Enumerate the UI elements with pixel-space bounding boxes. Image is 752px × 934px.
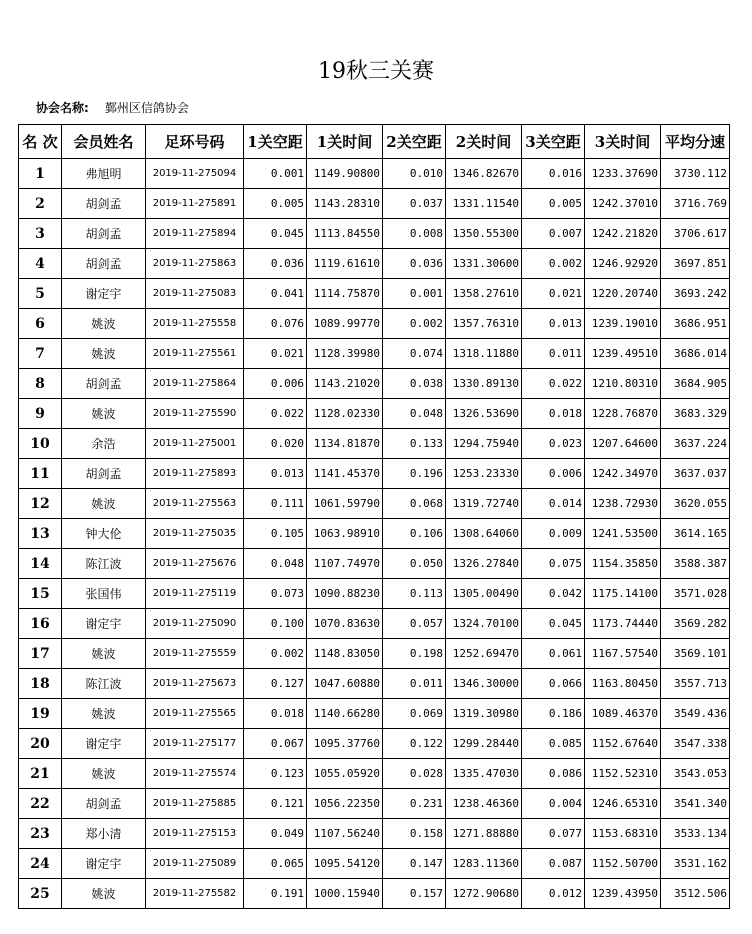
rank-cell: 16 [19, 609, 62, 639]
average-speed-cell: 3512.506 [661, 879, 730, 909]
average-speed-cell: 3569.282 [661, 609, 730, 639]
ring-number-cell: 2019-11-275885 [146, 789, 244, 819]
stage1-time-cell: 1119.61610 [307, 249, 383, 279]
stage3-distance-cell: 0.006 [522, 459, 585, 489]
header-member-name: 会员姓名 [62, 125, 146, 159]
member-name-cell: 姚波 [62, 399, 146, 429]
stage2-distance-cell: 0.002 [383, 309, 446, 339]
stage1-time-cell: 1107.56240 [307, 819, 383, 849]
average-speed-cell: 3693.242 [661, 279, 730, 309]
stage3-time-cell: 1167.57540 [585, 639, 661, 669]
table-row [19, 849, 730, 879]
rank-cell: 21 [19, 759, 62, 789]
stage1-distance-cell: 0.013 [244, 459, 307, 489]
average-speed-cell: 3620.055 [661, 489, 730, 519]
table-row [19, 249, 730, 279]
stage2-time-cell: 1330.89130 [446, 369, 522, 399]
ring-number-cell: 2019-11-275090 [146, 609, 244, 639]
rank-cell: 3 [19, 219, 62, 249]
rank-cell: 7 [19, 339, 62, 369]
rank-cell: 8 [19, 369, 62, 399]
average-speed-cell: 3531.162 [661, 849, 730, 879]
stage1-time-cell: 1128.02330 [307, 399, 383, 429]
stage3-distance-cell: 0.021 [522, 279, 585, 309]
member-name-cell: 胡剑孟 [62, 249, 146, 279]
stage3-time-cell: 1207.64600 [585, 429, 661, 459]
stage2-distance-cell: 0.036 [383, 249, 446, 279]
stage1-distance-cell: 0.121 [244, 789, 307, 819]
rank-cell: 13 [19, 519, 62, 549]
table-header-row [19, 125, 730, 159]
rank-cell: 10 [19, 429, 62, 459]
stage3-time-cell: 1154.35850 [585, 549, 661, 579]
stage2-time-cell: 1335.47030 [446, 759, 522, 789]
association-info [36, 99, 189, 117]
stage3-time-cell: 1238.72930 [585, 489, 661, 519]
member-name-cell: 胡剑孟 [62, 369, 146, 399]
stage3-distance-cell: 0.016 [522, 159, 585, 189]
stage3-distance-cell: 0.086 [522, 759, 585, 789]
table-row [19, 219, 730, 249]
member-name-cell: 谢定宇 [62, 729, 146, 759]
rank-cell: 9 [19, 399, 62, 429]
stage2-time-cell: 1283.11360 [446, 849, 522, 879]
stage1-distance-cell: 0.076 [244, 309, 307, 339]
header-rank: 名 次 [19, 125, 62, 159]
member-name-cell: 姚波 [62, 639, 146, 669]
stage2-distance-cell: 0.008 [383, 219, 446, 249]
average-speed-cell: 3697.851 [661, 249, 730, 279]
rank-cell: 6 [19, 309, 62, 339]
table-row [19, 369, 730, 399]
rank-cell: 22 [19, 789, 62, 819]
stage1-time-cell: 1089.99770 [307, 309, 383, 339]
rank-cell: 15 [19, 579, 62, 609]
ring-number-cell: 2019-11-275893 [146, 459, 244, 489]
stage2-distance-cell: 0.069 [383, 699, 446, 729]
stage3-time-cell: 1173.74440 [585, 609, 661, 639]
stage1-time-cell: 1047.60880 [307, 669, 383, 699]
stage3-distance-cell: 0.005 [522, 189, 585, 219]
average-speed-cell: 3541.340 [661, 789, 730, 819]
stage3-time-cell: 1239.19010 [585, 309, 661, 339]
table-row [19, 879, 730, 909]
stage1-distance-cell: 0.021 [244, 339, 307, 369]
header-ring-number: 足环号码 [146, 125, 244, 159]
rank-cell: 17 [19, 639, 62, 669]
rank-cell: 12 [19, 489, 62, 519]
stage2-distance-cell: 0.038 [383, 369, 446, 399]
ring-number-cell: 2019-11-275563 [146, 489, 244, 519]
stage2-time-cell: 1272.90680 [446, 879, 522, 909]
table-row [19, 549, 730, 579]
stage3-distance-cell: 0.014 [522, 489, 585, 519]
ring-number-cell: 2019-11-275863 [146, 249, 244, 279]
stage1-distance-cell: 0.073 [244, 579, 307, 609]
stage2-time-cell: 1305.00490 [446, 579, 522, 609]
table-row [19, 159, 730, 189]
rank-cell: 19 [19, 699, 62, 729]
ring-number-cell: 2019-11-275574 [146, 759, 244, 789]
stage3-distance-cell: 0.013 [522, 309, 585, 339]
stage3-distance-cell: 0.066 [522, 669, 585, 699]
stage3-time-cell: 1163.80450 [585, 669, 661, 699]
stage2-distance-cell: 0.198 [383, 639, 446, 669]
stage1-time-cell: 1128.39980 [307, 339, 383, 369]
table-row [19, 279, 730, 309]
table-row [19, 669, 730, 699]
stage1-distance-cell: 0.020 [244, 429, 307, 459]
average-speed-cell: 3557.713 [661, 669, 730, 699]
stage2-time-cell: 1346.30000 [446, 669, 522, 699]
stage3-time-cell: 1153.68310 [585, 819, 661, 849]
rank-cell: 5 [19, 279, 62, 309]
ring-number-cell: 2019-11-275590 [146, 399, 244, 429]
stage2-time-cell: 1308.64060 [446, 519, 522, 549]
ring-number-cell: 2019-11-275035 [146, 519, 244, 549]
average-speed-cell: 3569.101 [661, 639, 730, 669]
stage3-time-cell: 1089.46370 [585, 699, 661, 729]
results-table [18, 124, 730, 909]
stage2-time-cell: 1319.72740 [446, 489, 522, 519]
ring-number-cell: 2019-11-275119 [146, 579, 244, 609]
stage2-time-cell: 1326.53690 [446, 399, 522, 429]
member-name-cell: 陈江波 [62, 669, 146, 699]
stage2-distance-cell: 0.122 [383, 729, 446, 759]
stage2-time-cell: 1271.88880 [446, 819, 522, 849]
stage2-time-cell: 1238.46360 [446, 789, 522, 819]
table-row [19, 519, 730, 549]
stage1-time-cell: 1070.83630 [307, 609, 383, 639]
stage2-time-cell: 1358.27610 [446, 279, 522, 309]
stage1-distance-cell: 0.022 [244, 399, 307, 429]
header-stage2-time: 2关时间 [446, 125, 522, 159]
stage2-distance-cell: 0.231 [383, 789, 446, 819]
stage2-distance-cell: 0.028 [383, 759, 446, 789]
stage1-time-cell: 1140.66280 [307, 699, 383, 729]
header-average-speed: 平均分速 [661, 125, 730, 159]
stage1-time-cell: 1143.28310 [307, 189, 383, 219]
ring-number-cell: 2019-11-275094 [146, 159, 244, 189]
stage3-time-cell: 1242.34970 [585, 459, 661, 489]
ring-number-cell: 2019-11-275001 [146, 429, 244, 459]
average-speed-cell: 3684.905 [661, 369, 730, 399]
stage3-distance-cell: 0.087 [522, 849, 585, 879]
table-row [19, 819, 730, 849]
stage2-time-cell: 1350.55300 [446, 219, 522, 249]
stage1-time-cell: 1095.54120 [307, 849, 383, 879]
stage1-time-cell: 1134.81870 [307, 429, 383, 459]
stage1-distance-cell: 0.065 [244, 849, 307, 879]
stage3-time-cell: 1246.65310 [585, 789, 661, 819]
stage2-distance-cell: 0.158 [383, 819, 446, 849]
stage2-time-cell: 1252.69470 [446, 639, 522, 669]
rank-cell: 23 [19, 819, 62, 849]
ring-number-cell: 2019-11-275565 [146, 699, 244, 729]
member-name-cell: 郑小清 [62, 819, 146, 849]
ring-number-cell: 2019-11-275153 [146, 819, 244, 849]
stage3-time-cell: 1175.14100 [585, 579, 661, 609]
table-row [19, 759, 730, 789]
stage3-time-cell: 1242.21820 [585, 219, 661, 249]
stage1-time-cell: 1114.75870 [307, 279, 383, 309]
member-name-cell: 弗旭明 [62, 159, 146, 189]
header-stage3-time: 3关时间 [585, 125, 661, 159]
stage2-distance-cell: 0.074 [383, 339, 446, 369]
average-speed-cell: 3730.112 [661, 159, 730, 189]
average-speed-cell: 3686.951 [661, 309, 730, 339]
stage2-distance-cell: 0.133 [383, 429, 446, 459]
rank-cell: 24 [19, 849, 62, 879]
member-name-cell: 谢定宇 [62, 279, 146, 309]
stage3-distance-cell: 0.009 [522, 519, 585, 549]
stage2-distance-cell: 0.048 [383, 399, 446, 429]
stage1-distance-cell: 0.036 [244, 249, 307, 279]
stage1-distance-cell: 0.127 [244, 669, 307, 699]
average-speed-cell: 3549.436 [661, 699, 730, 729]
stage1-distance-cell: 0.018 [244, 699, 307, 729]
stage3-time-cell: 1220.20740 [585, 279, 661, 309]
ring-number-cell: 2019-11-275558 [146, 309, 244, 339]
table-row [19, 789, 730, 819]
stage3-time-cell: 1241.53500 [585, 519, 661, 549]
stage3-distance-cell: 0.022 [522, 369, 585, 399]
member-name-cell: 姚波 [62, 879, 146, 909]
stage1-distance-cell: 0.105 [244, 519, 307, 549]
stage3-distance-cell: 0.061 [522, 639, 585, 669]
stage2-distance-cell: 0.196 [383, 459, 446, 489]
stage3-time-cell: 1152.50700 [585, 849, 661, 879]
table-row [19, 309, 730, 339]
table-row [19, 699, 730, 729]
stage2-time-cell: 1331.11540 [446, 189, 522, 219]
member-name-cell: 姚波 [62, 699, 146, 729]
member-name-cell: 胡剑孟 [62, 789, 146, 819]
stage1-distance-cell: 0.002 [244, 639, 307, 669]
stage1-distance-cell: 0.067 [244, 729, 307, 759]
stage1-time-cell: 1143.21020 [307, 369, 383, 399]
table-row [19, 639, 730, 669]
average-speed-cell: 3637.037 [661, 459, 730, 489]
stage1-time-cell: 1107.74970 [307, 549, 383, 579]
member-name-cell: 张国伟 [62, 579, 146, 609]
stage2-distance-cell: 0.057 [383, 609, 446, 639]
stage3-distance-cell: 0.011 [522, 339, 585, 369]
ring-number-cell: 2019-11-275561 [146, 339, 244, 369]
stage3-time-cell: 1239.43950 [585, 879, 661, 909]
stage1-time-cell: 1061.59790 [307, 489, 383, 519]
stage3-time-cell: 1152.52310 [585, 759, 661, 789]
stage3-time-cell: 1152.67640 [585, 729, 661, 759]
stage2-distance-cell: 0.050 [383, 549, 446, 579]
stage2-distance-cell: 0.068 [383, 489, 446, 519]
stage1-distance-cell: 0.049 [244, 819, 307, 849]
stage2-time-cell: 1326.27840 [446, 549, 522, 579]
stage3-time-cell: 1246.92920 [585, 249, 661, 279]
member-name-cell: 钟大伦 [62, 519, 146, 549]
stage1-distance-cell: 0.191 [244, 879, 307, 909]
ring-number-cell: 2019-11-275582 [146, 879, 244, 909]
stage2-time-cell: 1318.11880 [446, 339, 522, 369]
ring-number-cell: 2019-11-275083 [146, 279, 244, 309]
member-name-cell: 谢定宇 [62, 849, 146, 879]
stage1-distance-cell: 0.041 [244, 279, 307, 309]
ring-number-cell: 2019-11-275676 [146, 549, 244, 579]
stage1-time-cell: 1056.22350 [307, 789, 383, 819]
stage2-time-cell: 1346.82670 [446, 159, 522, 189]
stage3-distance-cell: 0.023 [522, 429, 585, 459]
stage3-distance-cell: 0.042 [522, 579, 585, 609]
table-row [19, 399, 730, 429]
ring-number-cell: 2019-11-275089 [146, 849, 244, 879]
member-name-cell: 陈江波 [62, 549, 146, 579]
stage2-time-cell: 1357.76310 [446, 309, 522, 339]
member-name-cell: 胡剑孟 [62, 219, 146, 249]
rank-cell: 18 [19, 669, 62, 699]
member-name-cell: 余浩 [62, 429, 146, 459]
rank-cell: 2 [19, 189, 62, 219]
rank-cell: 25 [19, 879, 62, 909]
stage2-time-cell: 1324.70100 [446, 609, 522, 639]
stage2-time-cell: 1331.30600 [446, 249, 522, 279]
ring-number-cell: 2019-11-275559 [146, 639, 244, 669]
stage2-distance-cell: 0.010 [383, 159, 446, 189]
header-stage1-distance: 1关空距 [244, 125, 307, 159]
ring-number-cell: 2019-11-275177 [146, 729, 244, 759]
stage3-distance-cell: 0.045 [522, 609, 585, 639]
average-speed-cell: 3637.224 [661, 429, 730, 459]
stage1-time-cell: 1141.45370 [307, 459, 383, 489]
stage2-time-cell: 1299.28440 [446, 729, 522, 759]
ring-number-cell: 2019-11-275891 [146, 189, 244, 219]
member-name-cell: 姚波 [62, 759, 146, 789]
table-row [19, 459, 730, 489]
table-row [19, 609, 730, 639]
stage1-time-cell: 1149.90800 [307, 159, 383, 189]
table-body [19, 159, 730, 909]
rank-cell: 1 [19, 159, 62, 189]
stage1-time-cell: 1000.15940 [307, 879, 383, 909]
stage2-time-cell: 1294.75940 [446, 429, 522, 459]
stage3-time-cell: 1233.37690 [585, 159, 661, 189]
average-speed-cell: 3683.329 [661, 399, 730, 429]
member-name-cell: 谢定宇 [62, 609, 146, 639]
rank-cell: 14 [19, 549, 62, 579]
header-stage3-distance: 3关空距 [522, 125, 585, 159]
stage3-distance-cell: 0.002 [522, 249, 585, 279]
stage1-distance-cell: 0.045 [244, 219, 307, 249]
association-label: 协会名称: [36, 101, 89, 115]
stage1-distance-cell: 0.005 [244, 189, 307, 219]
stage1-time-cell: 1148.83050 [307, 639, 383, 669]
stage2-distance-cell: 0.011 [383, 669, 446, 699]
stage1-distance-cell: 0.123 [244, 759, 307, 789]
stage3-distance-cell: 0.075 [522, 549, 585, 579]
stage1-distance-cell: 0.111 [244, 489, 307, 519]
average-speed-cell: 3716.769 [661, 189, 730, 219]
average-speed-cell: 3686.014 [661, 339, 730, 369]
stage3-time-cell: 1239.49510 [585, 339, 661, 369]
stage1-time-cell: 1063.98910 [307, 519, 383, 549]
association-name: 鄞州区信鸽协会 [104, 101, 189, 115]
member-name-cell: 胡剑孟 [62, 459, 146, 489]
stage1-distance-cell: 0.001 [244, 159, 307, 189]
header-stage2-distance: 2关空距 [383, 125, 446, 159]
stage3-time-cell: 1210.80310 [585, 369, 661, 399]
stage1-distance-cell: 0.006 [244, 369, 307, 399]
stage2-distance-cell: 0.113 [383, 579, 446, 609]
average-speed-cell: 3547.338 [661, 729, 730, 759]
stage3-time-cell: 1242.37010 [585, 189, 661, 219]
stage3-distance-cell: 0.012 [522, 879, 585, 909]
member-name-cell: 姚波 [62, 309, 146, 339]
stage3-distance-cell: 0.186 [522, 699, 585, 729]
table-row [19, 189, 730, 219]
table-row [19, 429, 730, 459]
stage3-distance-cell: 0.085 [522, 729, 585, 759]
average-speed-cell: 3614.165 [661, 519, 730, 549]
average-speed-cell: 3706.617 [661, 219, 730, 249]
stage2-time-cell: 1319.30980 [446, 699, 522, 729]
ring-number-cell: 2019-11-275864 [146, 369, 244, 399]
ring-number-cell: 2019-11-275673 [146, 669, 244, 699]
average-speed-cell: 3533.134 [661, 819, 730, 849]
page-title: 19秋三关赛 [318, 59, 434, 84]
stage3-time-cell: 1228.76870 [585, 399, 661, 429]
ring-number-cell: 2019-11-275894 [146, 219, 244, 249]
stage2-distance-cell: 0.106 [383, 519, 446, 549]
stage3-distance-cell: 0.018 [522, 399, 585, 429]
average-speed-cell: 3571.028 [661, 579, 730, 609]
stage2-distance-cell: 0.037 [383, 189, 446, 219]
rank-cell: 4 [19, 249, 62, 279]
average-speed-cell: 3543.053 [661, 759, 730, 789]
stage2-distance-cell: 0.147 [383, 849, 446, 879]
stage3-distance-cell: 0.004 [522, 789, 585, 819]
average-speed-cell: 3588.387 [661, 549, 730, 579]
member-name-cell: 姚波 [62, 339, 146, 369]
rank-cell: 11 [19, 459, 62, 489]
stage1-distance-cell: 0.100 [244, 609, 307, 639]
stage2-time-cell: 1253.23330 [446, 459, 522, 489]
table-row [19, 489, 730, 519]
stage1-time-cell: 1090.88230 [307, 579, 383, 609]
stage1-distance-cell: 0.048 [244, 549, 307, 579]
table-row [19, 729, 730, 759]
rank-cell: 20 [19, 729, 62, 759]
stage3-distance-cell: 0.007 [522, 219, 585, 249]
stage1-time-cell: 1055.05920 [307, 759, 383, 789]
stage2-distance-cell: 0.157 [383, 879, 446, 909]
member-name-cell: 姚波 [62, 489, 146, 519]
stage1-time-cell: 1095.37760 [307, 729, 383, 759]
table-row [19, 579, 730, 609]
stage3-distance-cell: 0.077 [522, 819, 585, 849]
member-name-cell: 胡剑孟 [62, 189, 146, 219]
table-row [19, 339, 730, 369]
header-stage1-time: 1关时间 [307, 125, 383, 159]
stage1-time-cell: 1113.84550 [307, 219, 383, 249]
stage2-distance-cell: 0.001 [383, 279, 446, 309]
